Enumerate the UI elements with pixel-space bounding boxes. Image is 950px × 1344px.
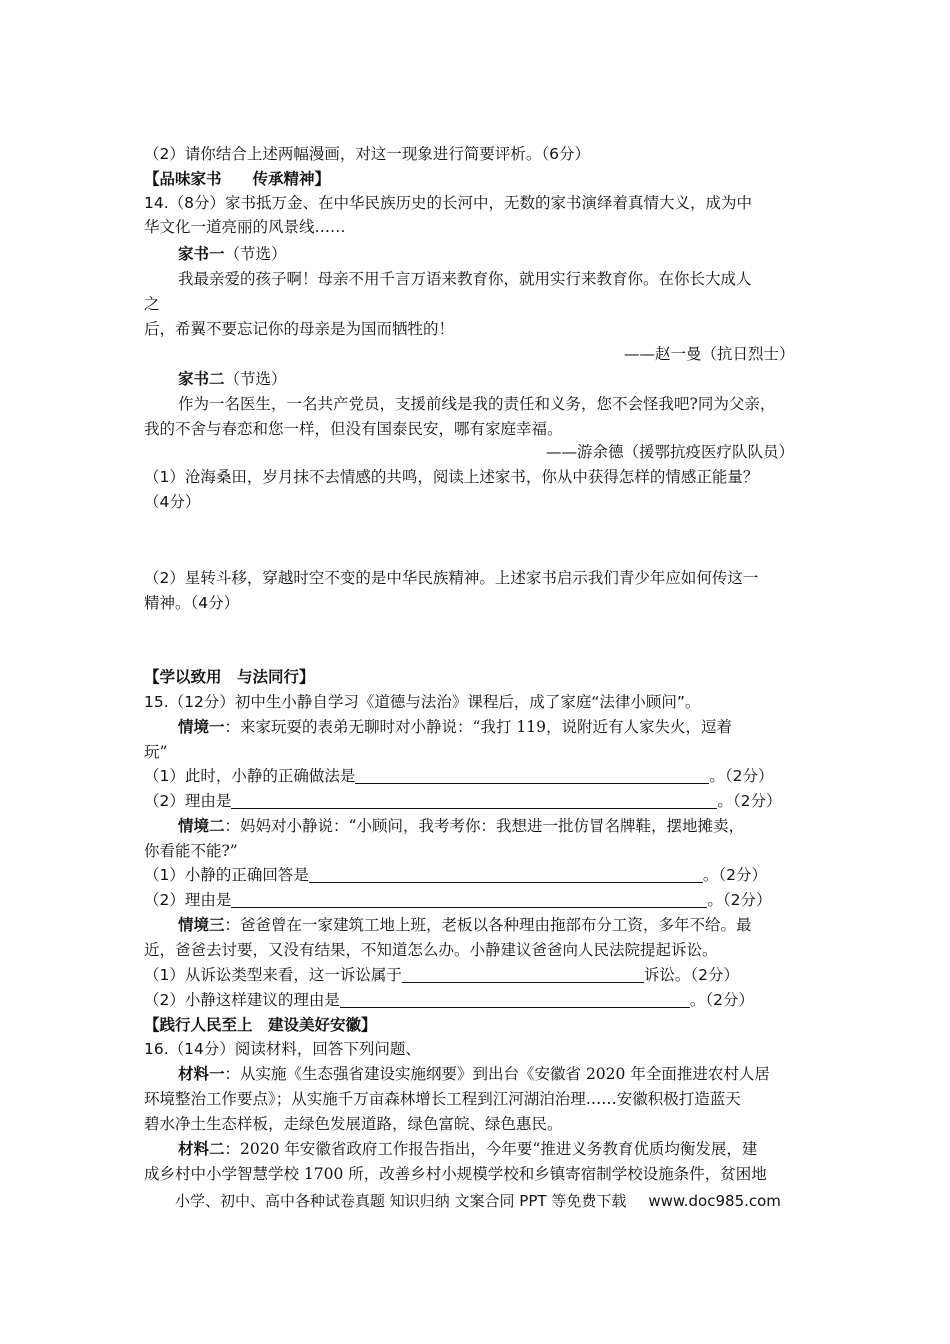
scenario2-q1-text: （1）小静的正确回答是: [144, 866, 309, 884]
scenario2-q1: [144, 864, 767, 886]
scenario3-line2: 近，爸爸去讨要，又没有结果，不知道怎么办。小静建议爸爸向人民法院提起诉讼。: [144, 941, 718, 959]
scenario2-line2: 你看能不能?”: [144, 842, 238, 860]
letter1-text-line2: 之: [144, 295, 160, 313]
answer-blank[interactable]: [231, 792, 717, 809]
q14-part2-line2: 精神。（4分）: [144, 594, 240, 612]
q16-intro: 16.（14分）阅读材料，回答下列问题、: [144, 1040, 421, 1058]
letter1-title: 家书一: [178, 245, 225, 263]
material1-line2: 环境整治工作要点》；从实施千万亩森林增长工程到江河湖泊治理……安徽积极打造蓝天: [144, 1090, 741, 1108]
q14-part1-line2: （4分）: [144, 493, 201, 511]
q14-intro-line1: 14.（8分）家书抵万金、在中华民族历史的长河中，无数的家书演绎着真情大义，成为中: [144, 194, 753, 212]
q14-part2-line1: （2）星转斗移，穿越时空不变的是中华民族精神。上述家书启示我们青少年应如何传这一: [144, 569, 759, 587]
letter2-signature: ——游余德（援鄂抗疫医疗队队员）: [546, 443, 795, 461]
scenario2-line1: [178, 815, 744, 837]
scenario3-q2-text: （2）小静这样建议的理由是: [144, 991, 340, 1009]
scenario1-q2-text: （2）理由是: [144, 792, 232, 810]
section-heading-law: 【学以致用 与法同行】: [144, 668, 315, 686]
scenario2-q1-score: 。（2分）: [702, 866, 767, 884]
letter2-header: [178, 368, 287, 390]
answer-blank[interactable]: [355, 767, 709, 784]
scenario3-q2-score: 。（2分）: [689, 991, 754, 1009]
material1-line3: 碧水净土生态样板，走绿色发展道路，绿色富皖、绿色惠民。: [144, 1115, 563, 1133]
letter1-text-line1: 我最亲爱的孩子啊！母亲不用千言万语来教育你，就用实行来教育你。在你长大成人: [178, 270, 752, 288]
material1-text: ：从实施《生态强省建设实施纲要》到出台《安徽省 2020 年全面推进农村人居: [224, 1065, 770, 1083]
letter1-signature: ——赵一曼（抗日烈士）: [624, 345, 795, 363]
answer-blank[interactable]: [231, 891, 707, 908]
answer-blank[interactable]: [309, 866, 703, 883]
material1-label: 材料一: [178, 1065, 225, 1083]
letter1-note: （节选）: [224, 245, 287, 263]
footer-url[interactable]: www.doc985.com: [648, 1192, 781, 1210]
scenario3-q1-text: （1）从诉讼类型来看，这一诉讼属于: [144, 966, 402, 984]
material2-text: ：2020 年安徽省政府工作报告指出，今年要“推进义务教育优质均衡发展，建: [224, 1140, 758, 1158]
material1-line1: [178, 1063, 770, 1085]
q14-intro-line2: 华文化一道亮丽的风景线……: [144, 218, 346, 236]
letter2-text-line1: 作为一名医生，一名共产党员，支援前线是我的责任和义务，您不会怪我吧?同为父亲，: [178, 395, 776, 413]
section-heading-anhui: 【践行人民至上 建设美好安徽】: [144, 1016, 377, 1034]
scenario1-line1: [178, 716, 732, 738]
scenario3-q1-score: 诉讼。（2分）: [643, 966, 739, 984]
scenario3-text: ：爸爸曾在一家建筑工地上班，老板以各种理由拖部布分工资，多年不给。最: [224, 916, 752, 934]
material2-line2: 成乡村中小学智慧学校 1700 所，改善乡村小规模学校和乡镇寄宿制学校设施条件，贫困地: [144, 1165, 767, 1183]
section-heading-family-letters: 【品味家书 传承精神】: [144, 170, 331, 188]
q15-intro: 15.（12分）初中生小静自学习《道德与法治》课程后，成了家庭“法律小顾问”。: [144, 693, 701, 711]
scenario2-text: ：妈妈对小静说：“小顾问，我考考你：我想进一批仿冒名牌鞋，摆地摊卖，: [224, 817, 744, 835]
letter2-title: 家书二: [178, 370, 225, 388]
scenario1-line2: 玩”: [144, 743, 168, 761]
scenario2-label: 情境二: [178, 817, 225, 835]
q14-part1-line1: （1）沧海桑田，岁月抹不去情感的共鸣，阅读上述家书，你从中获得怎样的情感正能量？: [144, 468, 759, 486]
answer-blank[interactable]: [402, 966, 644, 983]
scenario1-label: 情境一: [178, 718, 225, 736]
letter1-text-line3: 后，希翼不要忘记你的母亲是为国而牺牲的！: [144, 320, 455, 338]
scenario2-q2: [144, 889, 772, 911]
letter2-text-line2: 我的不舍与春恋和您一样，但没有国泰民安，哪有家庭幸福。: [144, 420, 563, 438]
scenario3-q2: [144, 989, 754, 1011]
material2-line1: [178, 1138, 757, 1160]
scenario2-q2-score: 。（2分）: [707, 891, 772, 909]
scenario3-line1: [178, 914, 752, 936]
footer-text: 小学、初中、高中各种试卷真题 知识归纳 文案合同 PPT 等免费下载: [175, 1192, 627, 1210]
scenario1-q1-score: 。（2分）: [709, 767, 774, 785]
q13-part2: （2）请你结合上述两幅漫画，对这一现象进行简要评析。（6分）: [144, 145, 590, 163]
page-footer: [175, 1190, 781, 1212]
scenario1-q1: [144, 765, 774, 787]
scenario1-q1-text: （1）此时，小静的正确做法是: [144, 767, 356, 785]
scenario3-label: 情境三: [178, 916, 225, 934]
answer-blank[interactable]: [340, 991, 690, 1008]
letter1-header: [178, 243, 287, 265]
scenario1-q2: [144, 790, 782, 812]
scenario3-q1: [144, 964, 739, 986]
letter2-note: （节选）: [224, 370, 287, 388]
material2-label: 材料二: [178, 1140, 225, 1158]
scenario2-q2-text: （2）理由是: [144, 891, 232, 909]
scenario1-text: ：来家玩耍的表弟无聊时对小静说：“我打 119，说附近有人家失火，逗着: [224, 718, 732, 736]
scenario1-q2-score: 。（2分）: [717, 792, 782, 810]
